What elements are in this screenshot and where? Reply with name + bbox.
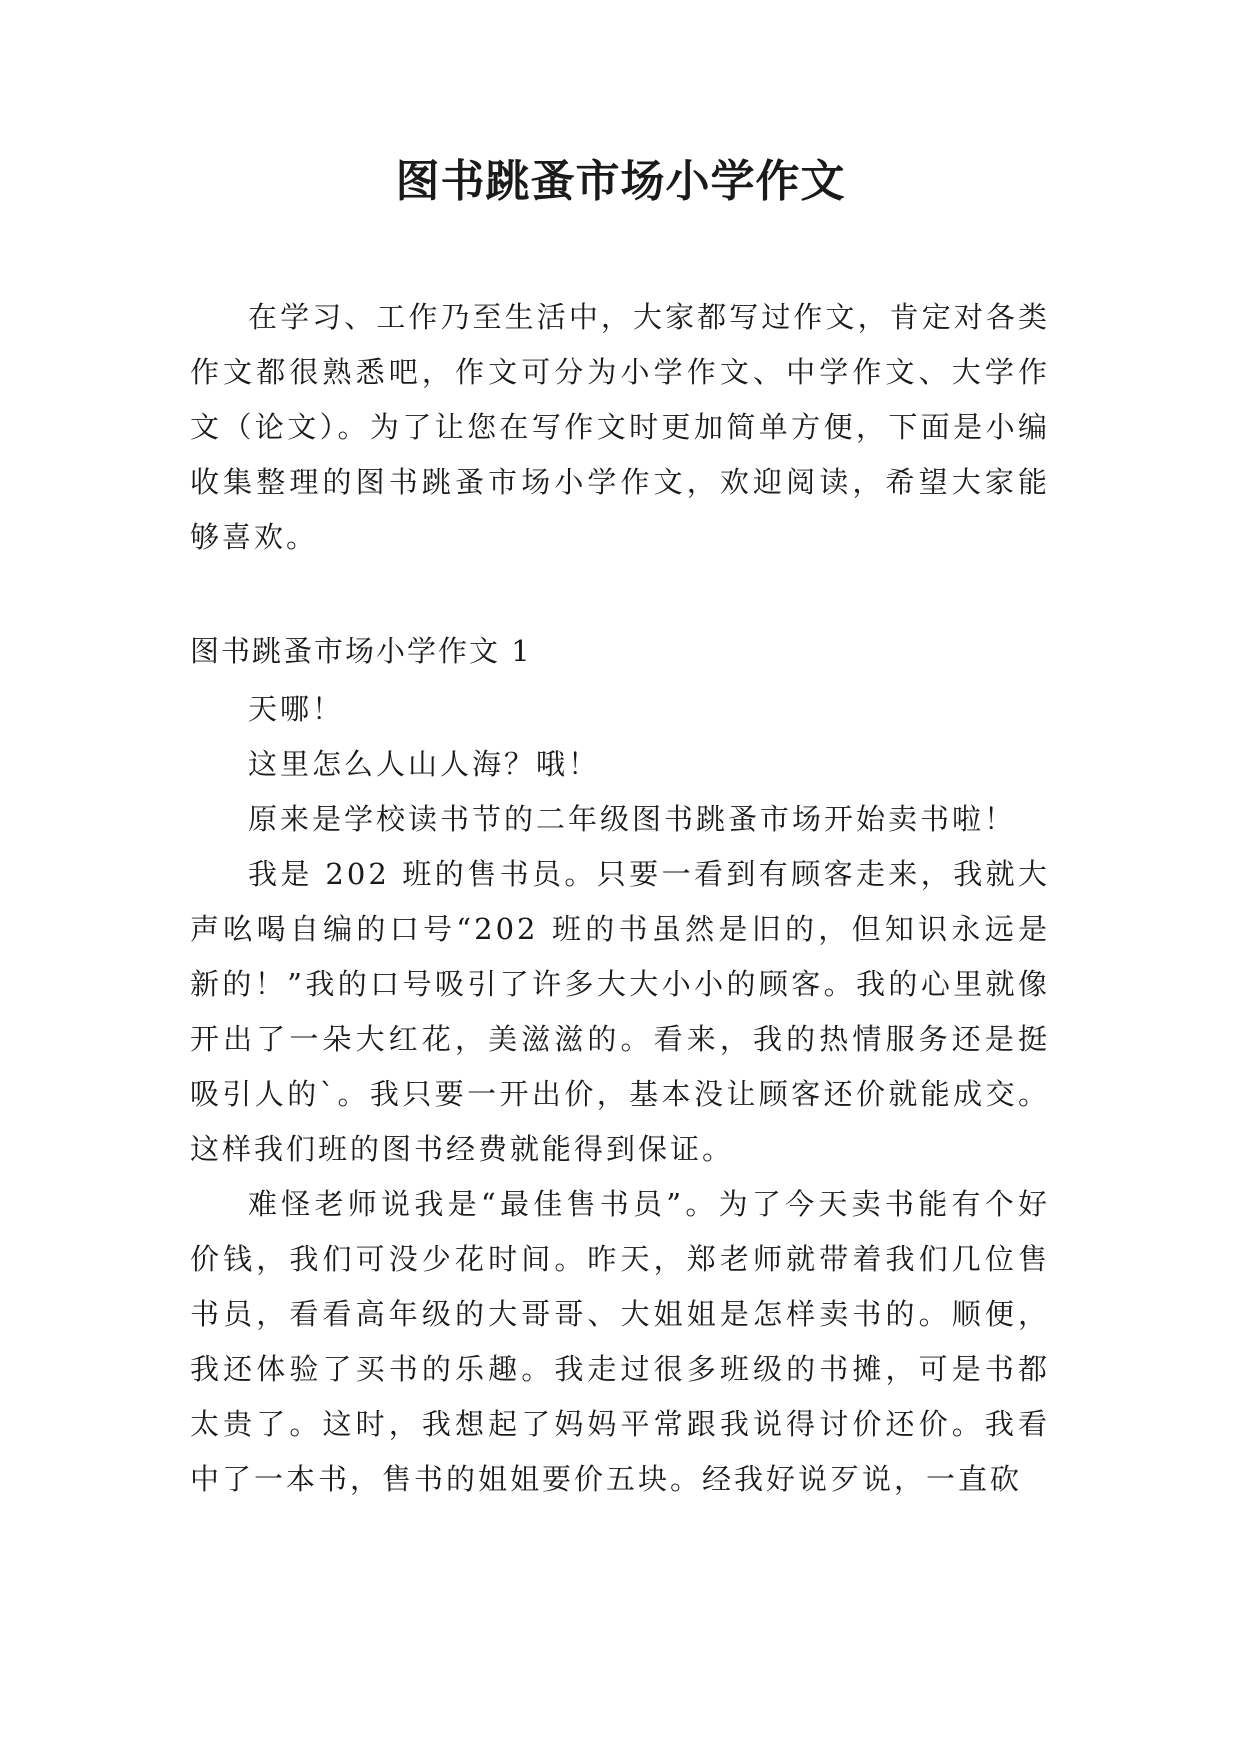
body-paragraph-1: 天哪！	[248, 692, 345, 726]
body-paragraph-3: 原来是学校读书节的二年级图书跳蚤市场开始卖书啦！	[248, 802, 1017, 836]
document-title: 图书跳蚤市场小学作文	[395, 156, 846, 207]
body-paragraph-2: 这里怎么人山人海？哦！	[248, 747, 601, 781]
document-body	[190, 290, 1050, 1507]
intro-paragraph: 在学习、工作乃至生活中，大家都写过作文，肯定对各类作文都很熟悉吧，作文可分为小学作文、中学作文、大学作文（论文）。为了让您在写作文时更加简单方便，下面是小编收集整理的图书跳蚤市场小学作文，欢迎阅读，希望大家能够喜欢。	[190, 300, 1050, 554]
body-paragraph-5: 难怪老师说我是“最佳售书员”。为了今天卖书能有个好价钱，我们可没少花时间。昨天，郑老师就带着我们几位售书员，看看高年级的大哥哥、大姐姐是怎样卖书的。顺便，我还体验了买书的乐趣。我走过很多班级的书摊，可是书都太贵了。这时，我想起了妈妈平常跟我说得讨价还价。我看中了一本书，售书的姐姐要价五块。经我好说歹说，一直砍	[190, 1187, 1050, 1496]
section-heading: 图书跳蚤市场小学作文 1	[190, 634, 532, 668]
body-paragraph-4: 我是 202 班的售书员。只要一看到有顾客走来，我就大声吆喝自编的口号“202 班的书虽然是旧的，但知识永远是新的！”我的口号吸引了许多大大小小的顾客。我的心里就像开出了一朵大红花，美滋滋的。看来，我的热情服务还是挺吸引人的`。我只要一开出价，基本没让顾客还价就能成交。这样我们班的图书经费就能得到保证。	[190, 857, 1050, 1166]
